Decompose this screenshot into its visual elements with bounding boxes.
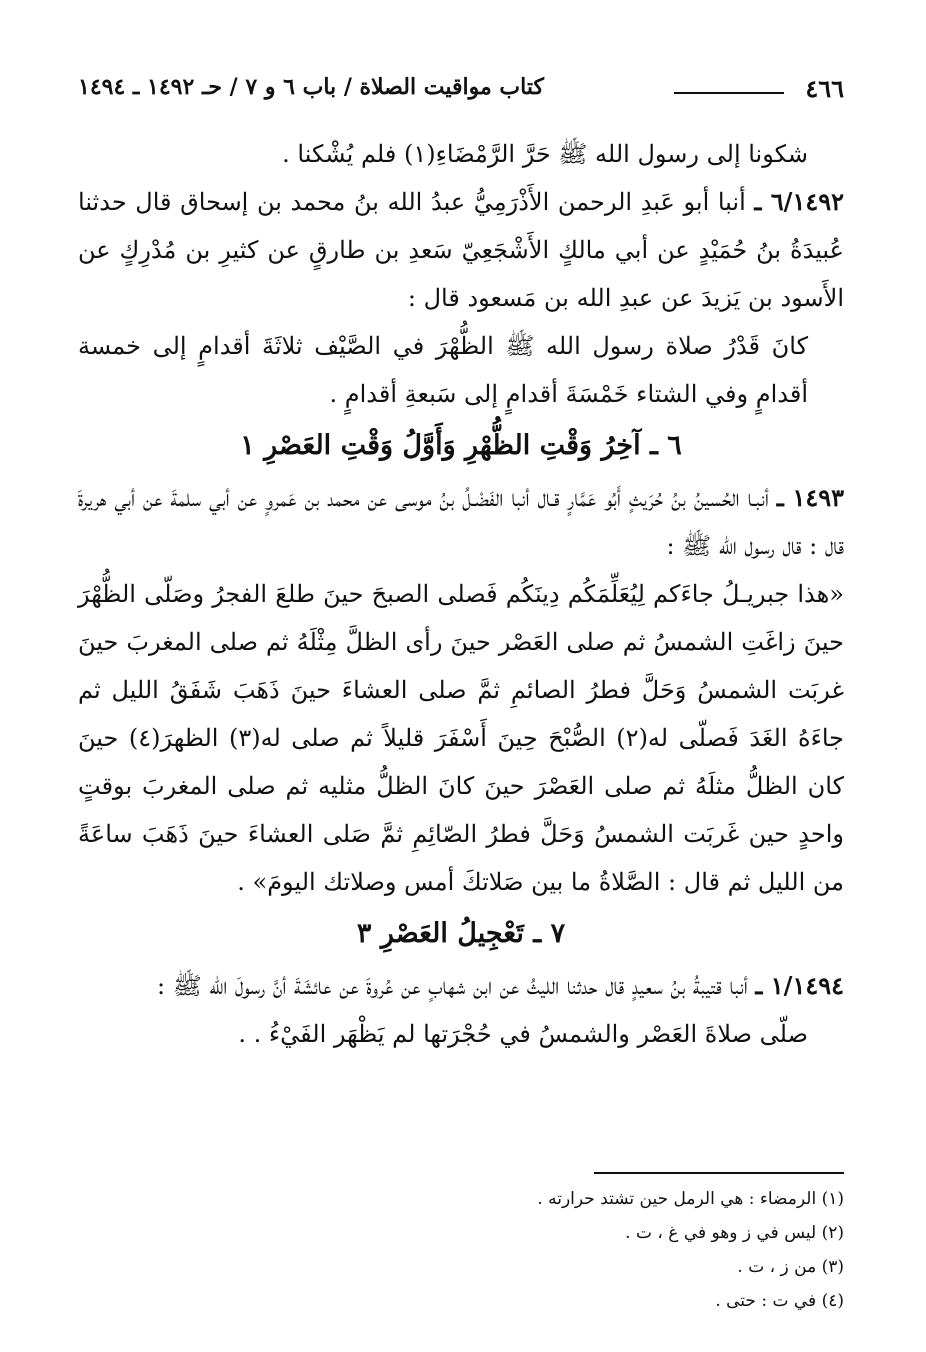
footnotes (300, 1182, 844, 1318)
paragraph-1: شكونا إلى رسول الله ﷺ حَرَّ الرَّمْضَاءِ(١) فلم يُشْكنا . (282, 140, 808, 168)
hadith-1492 (78, 178, 844, 322)
footnote-3: (٣) من ز ، ت . (737, 1257, 844, 1277)
running-title: كتاب مواقيت الصلاة / باب ٦ و ٧ / حـ ١٤٩٢ ـ ١٤٩٤ (78, 74, 544, 100)
footnote-4: (٤) في ت : حتى . (715, 1291, 844, 1311)
paragraph-3: كانَ قَدْرُ صلاة رسول الله ﷺ الظُّهْرَ في الصَّيْف ثلاثَةَ أقدامٍ إلى خمسة أقدامٍ وفي الشتاء خَمْسَةَ أقدامٍ إلى سَبعةِ أقدامٍ . (78, 332, 808, 408)
footnote-rule (594, 1172, 844, 1174)
hadith-number: ١/١٤٩٤ ـ (755, 971, 844, 1000)
chapter-heading-7: ٧ ـ تَعْجِيلُ العَصْرِ ٣ (356, 918, 566, 949)
hadith-1493 (78, 474, 844, 570)
chapter-heading-6: ٦ ـ آخِرُ وَقْتِ الظُّهْرِ وَأَوَّلُ وَقْتِ العَصْرِ ١ (240, 430, 682, 461)
header-rule (674, 92, 784, 94)
hadith-number: ٦/١٤٩٢ ـ (754, 187, 844, 216)
hadith-1494 (78, 962, 844, 1010)
hadith-number: ١٤٩٣ ـ (776, 483, 845, 512)
footnote-2: (٢) ليس في ز وهو في غ ، ت . (625, 1223, 844, 1243)
hadith-text: أنبا قتيبةُ بنُ سعيدٍ قال حدثنا الليثُ عن ابن شهابٍ عن عُروةَ عن عائشَةَ أنَّ رسولَ الله ﷺ : (156, 972, 756, 1000)
page-number: ٤٦٦ (805, 74, 844, 103)
footnote-1: (١) الرمضاء : هي الرمل حين تشتد حرارته . (537, 1189, 844, 1209)
main-text (78, 130, 844, 1058)
hadith-text: أنبـا الحُسينُ بنُ حُرَيثٍ أَبُو عَمَّارٍ قـال أنبا الفَضْـلُ بنُ موسى عن محمد بن عَمروٍ عن أبي سلمةَ عن أبي هريرةَ قال : قال رسول الله ﷺ : (78, 484, 844, 560)
hadith-text: أنبا أبو عَبدِ الرحمن الأَذْرَمِيُّ عبدُ الله بنُ محمد بن إسحاق قال حدثنا عُبيدَةُ بنُ حُمَيْدٍ عن أبي مالكٍ الأَشْجَعِيّ سَعدِ بن طارقٍ عن كثيرِ بن مُدْرِكٍ عن الأَسود بن يَزيدَ عن عبدِ الله بن مَسعود قال : (78, 188, 844, 312)
paragraph-5: «هذا جبريـلُ جاءَكم لِيُعَلِّمَكُم دِينَكُم فَصلى الصبحَ حينَ طلعَ الفجرُ وصَلّى الظُّهْرَ حينَ زاغَتِ الشمسُ ثم صلى العَصْر حينَ رأى الظلَّ مِثْلَهُ ثم صلى المغربَ حينَ غربَت الشمسُ وَحَلَّ فطرُ الصائمِ ثمَّ صلى العشاءَ حينَ ذَهَبَ شَفَقُ الليل ثم جاءَهُ الغَدَ فَصلّى له(٢) الصُّبْحَ حِينَ أَسْفَرَ قليلاً ثم صلى له(٣) الظهرَ(٤) حينَ كان الظلُّ مثلَهُ ثم صلى العَصْرَ حينَ كانَ الظلُّ مثليه ثم صلى المغربَ بوقتٍ واحدٍ حين غَربَت الشمسُ وَحَلَّ فطرُ الصّائِمِ ثمَّ صَلى العشاءَ حينَ ذَهَبَ ساعَةً من الليل ثم قال : الصَّلاةُ ما بين صَلاتكَ أمس وصلاتك اليومَ» . (78, 580, 845, 896)
page-header (78, 70, 844, 110)
paragraph-7: صلّى صلاةَ العَصْر والشمسُ في حُجْرَتها لم يَظْهَر الفَيْءُ . . (238, 1020, 808, 1048)
